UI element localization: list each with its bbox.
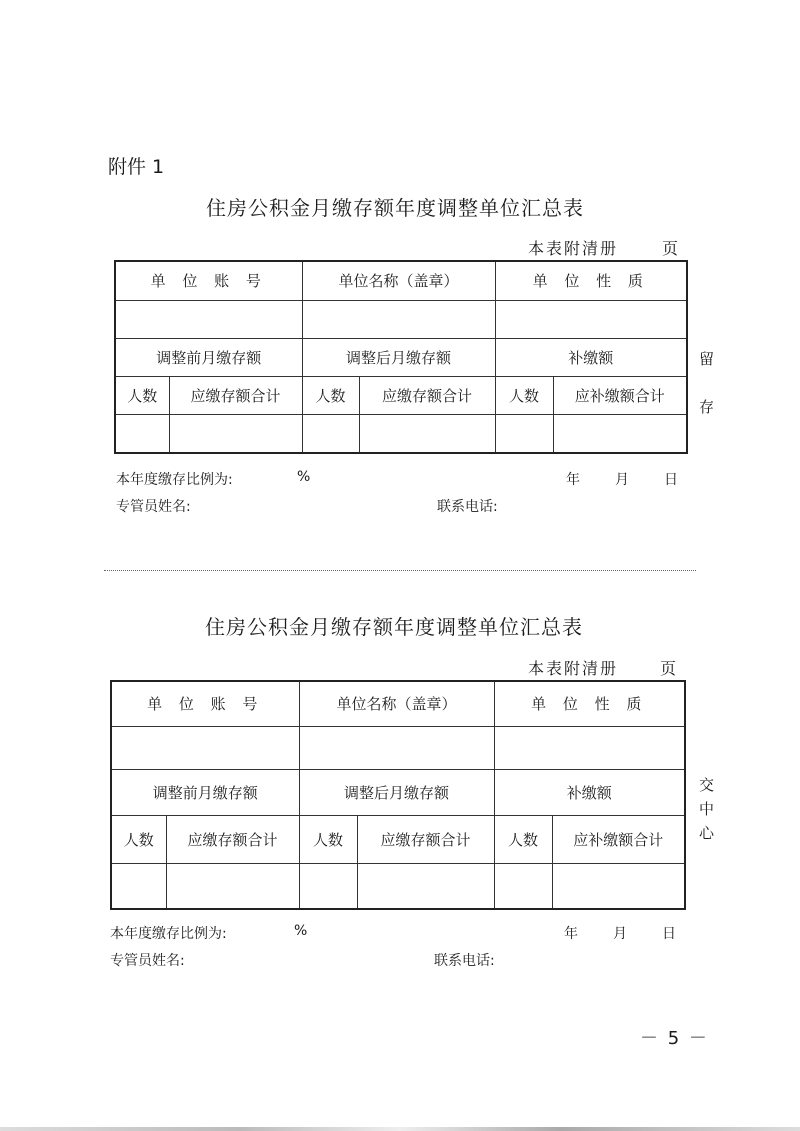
nature-cell[interactable]	[494, 726, 685, 769]
date-month: 月	[613, 926, 627, 942]
value-cell[interactable]	[553, 414, 687, 453]
ratio-label: 本年度缴存比例为:	[116, 472, 233, 488]
value-cell[interactable]	[115, 414, 169, 453]
attachment-note: 本表附清册	[528, 659, 619, 678]
value-cell[interactable]	[169, 414, 302, 453]
nature-cell[interactable]	[495, 300, 687, 338]
col-supplement-total: 应补缴额合计	[552, 815, 685, 863]
phone-label: 联系电话:	[437, 499, 498, 515]
value-cell[interactable]	[302, 414, 359, 453]
value-cell[interactable]	[357, 863, 494, 909]
percent-sign: %	[297, 469, 311, 485]
col-count: 人数	[494, 815, 552, 863]
header-account: 单 位 账 号	[115, 261, 302, 300]
value-cell[interactable]	[299, 863, 357, 909]
group-after: 调整后月缴存额	[299, 769, 494, 815]
value-cell[interactable]	[495, 414, 553, 453]
col-payable: 应缴存额合计	[357, 815, 494, 863]
header-nature: 单 位 性 质	[494, 681, 685, 726]
date-day: 日	[662, 926, 676, 942]
col-count: 人数	[495, 376, 553, 414]
side-char: 存	[699, 398, 715, 416]
officer-label: 专管员姓名:	[110, 953, 185, 969]
group-supplement: 补缴额	[494, 769, 685, 815]
value-cell[interactable]	[111, 863, 166, 909]
side-char: 中	[699, 800, 715, 818]
group-supplement: 补缴额	[495, 338, 687, 376]
header-name: 单位名称（盖章）	[299, 681, 494, 726]
group-before: 调整前月缴存额	[111, 769, 299, 815]
col-payable: 应缴存额合计	[166, 815, 299, 863]
value-cell[interactable]	[166, 863, 299, 909]
date-month: 月	[615, 472, 629, 488]
col-payable: 应缴存额合计	[169, 376, 302, 414]
name-cell[interactable]	[299, 726, 494, 769]
value-cell[interactable]	[552, 863, 685, 909]
header-account: 单 位 账 号	[111, 681, 299, 726]
value-cell[interactable]	[494, 863, 552, 909]
side-char: 交	[699, 776, 715, 794]
cut-line	[104, 570, 696, 571]
page-unit: 页	[662, 239, 681, 258]
date-day: 日	[664, 472, 678, 488]
officer-label: 专管员姓名:	[116, 499, 191, 515]
form-title: 住房公积金月缴存额年度调整单位汇总表	[206, 196, 584, 220]
attachment-note: 本表附清册	[528, 239, 619, 258]
page-unit: 页	[660, 659, 679, 678]
scan-edge	[0, 1127, 800, 1131]
page-number: － 5 －	[640, 1028, 709, 1049]
header-name: 单位名称（盖章）	[302, 261, 495, 300]
percent-sign: %	[294, 923, 308, 939]
summary-table	[110, 680, 686, 910]
group-after: 调整后月缴存额	[302, 338, 495, 376]
date-year: 年	[564, 926, 578, 942]
form-title: 住房公积金月缴存额年度调整单位汇总表	[205, 615, 583, 639]
header-nature: 单 位 性 质	[495, 261, 687, 300]
ratio-label: 本年度缴存比例为:	[110, 926, 227, 942]
account-cell[interactable]	[115, 300, 302, 338]
account-cell[interactable]	[111, 726, 299, 769]
group-before: 调整前月缴存额	[115, 338, 302, 376]
col-count: 人数	[302, 376, 359, 414]
side-char: 留	[699, 350, 715, 368]
col-payable: 应缴存额合计	[359, 376, 495, 414]
phone-label: 联系电话:	[434, 953, 495, 969]
col-supplement-total: 应补缴额合计	[553, 376, 687, 414]
col-count: 人数	[111, 815, 166, 863]
col-count: 人数	[115, 376, 169, 414]
date-year: 年	[566, 472, 580, 488]
summary-table	[114, 260, 688, 454]
col-count: 人数	[299, 815, 357, 863]
side-char: 心	[699, 824, 715, 842]
value-cell[interactable]	[359, 414, 495, 453]
attachment-label: 附件 1	[108, 156, 165, 178]
name-cell[interactable]	[302, 300, 495, 338]
